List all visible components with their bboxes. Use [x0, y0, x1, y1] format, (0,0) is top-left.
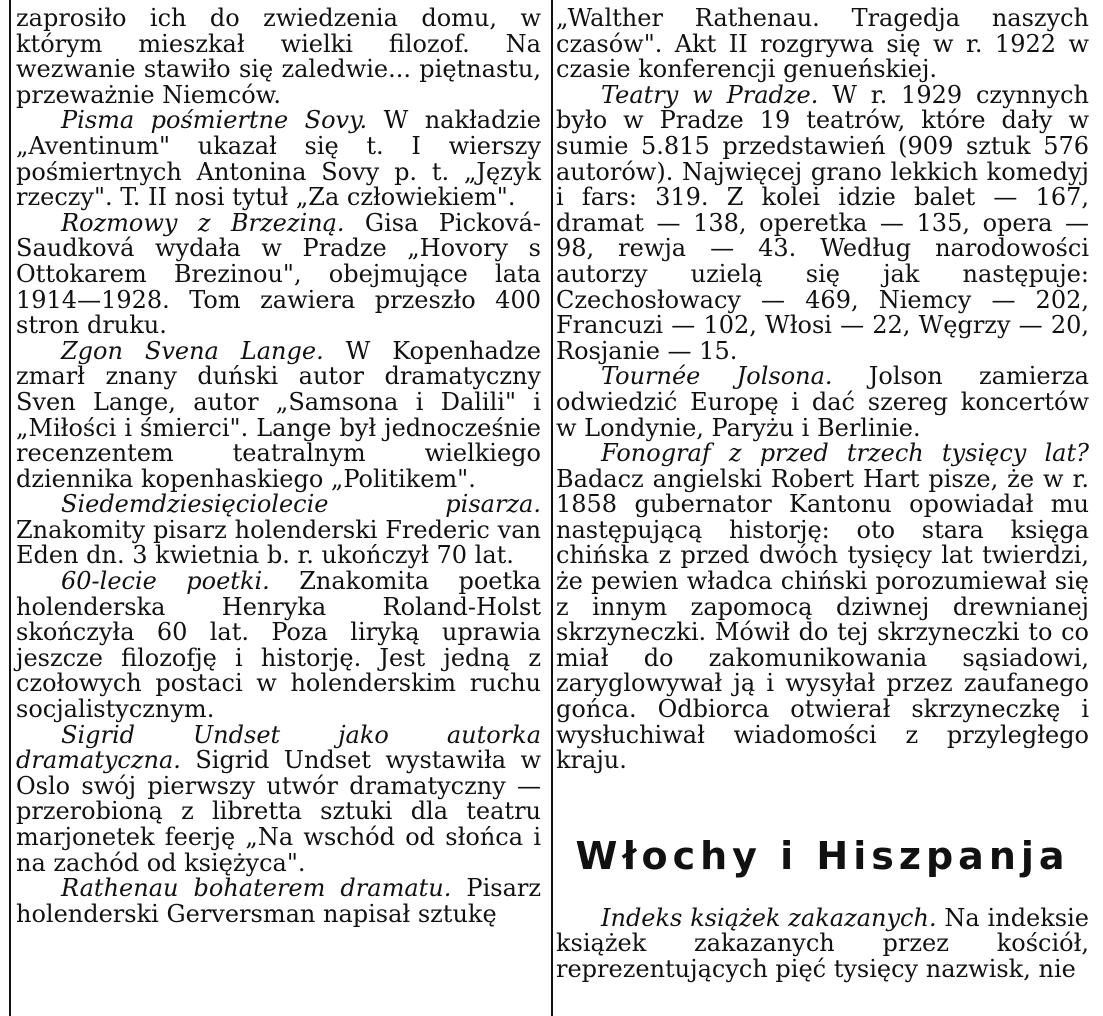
left-column: [16, 6, 541, 927]
news-item-lange: [16, 336, 541, 493]
news-item-text: Badacz angielski Robert Hart pisze, że w r. 1858 gubernator Kantonu opowiadał mu następującą historję: oto stara księga chińska z przed dwóch tysięcy lat twierdzi, że pewien władca chiński porozumiewał się z innym zapomocą dziwnej drewnianej skrzyneczki. Mówił do tej skrzyneczki to co miał do zakomunikowania sąsiadowi, zaryglowywał ją i wysyłał przez zaufanego gońca. Odbiorca otwierał skrzyneczkę i wysłuchiwał wiadomości z przyległego kraju.: [556, 464, 1089, 775]
news-item-phonograph: [556, 441, 1089, 774]
news-item-rathenau: [16, 876, 541, 927]
paragraph-text: „Walther Rathenau. Tragedja naszych czasów". Akt II rozgrywa się w r. 1922 w czasie konferencji genueńskiej.: [556, 4, 1089, 84]
news-item-title: Teatry w Pradze.: [601, 80, 819, 109]
news-item-text: W r. 1929 czynnych było w Pradze 19 teatrów, które dały w sumie 5.815 przedstawień (909 sztuk 576 autorów). Najwięcej grano lekkich komedyj i fars: 319. Z kolei idzie balet — 167, dramat — 138, operetka — 135, opera — 98, rewja — 43. Według narodowości autorzy uzielą się jak następuje: Czechosłowacy — 469, Niemcy — 202, Francuzi — 102, Włosi — 22, Węgrzy — 20, Rosjanie — 15.: [556, 80, 1089, 365]
news-item-jolson: [556, 364, 1089, 441]
news-item-van-eden: [16, 492, 541, 569]
left-margin-rule: [9, 0, 11, 1016]
news-item-prague-theatres: [556, 80, 1089, 365]
news-item-text: W Kopenhadze zmarł znany duński autor dramatyczny Sven Lange, autor „Samsona i Dalili" i „Miłości i śmierci". Lange był jednocześnie recenzentem teatralnym wielkiego dziennika kopenhaskiego „Politikem".: [16, 336, 541, 493]
news-item-text: Sigrid Undset wystawiła w Oslo swój pierwszy utwór dramatyczny — przerobioną z libretta sztuki dla teatru marjonetek feerję „Na wschód od słońca i na zachód od księżyca".: [16, 746, 541, 877]
news-item-sova: [16, 108, 541, 210]
news-item-text: Gisa Picková-Saudková wydała w Pradze „Hovory s Ottokarem Brezinou", obejmujące lata 1914—1928. Tom zawiera przeszło 400 stron druku.: [16, 208, 542, 340]
news-item-title: Indeks książek zakazanych.: [601, 903, 937, 932]
news-item-title: Rathenau bohaterem dramatu.: [61, 874, 452, 903]
paragraph-continuation: [16, 6, 541, 108]
news-item-text: Pisarz holenderski Gerversman napisał sztukę: [16, 874, 541, 928]
news-item-title: Fonograf z przed trzech tysięcy lat?: [601, 439, 1089, 468]
right-column: [556, 6, 1089, 983]
news-item-brzezina: [16, 208, 542, 340]
news-item-title: Tournée Jolsona.: [601, 362, 833, 391]
news-item-text: Znakomity pisarz holenderski Frederic van Eden dn. 3 kwietnia b. r. ukończył 70 lat.: [16, 515, 541, 570]
news-item-title: Rozmowy z Brzeziną.: [61, 208, 345, 237]
news-item-index: [556, 903, 1089, 983]
column-divider-rule: [551, 0, 553, 1016]
news-item-title: Zgon Svena Lange.: [61, 336, 324, 365]
news-item-title: Siedemdziesięciolecie pisarza.: [61, 490, 541, 519]
news-item-title: Pisma pośmiertne Sovy.: [61, 106, 368, 135]
news-item-undset: [16, 720, 541, 877]
news-item-text: Na indeksie książek zakazanych przez kościół, reprezentujących pięć tysięcy nazwisk, nie: [556, 903, 1089, 983]
news-item-title: Sigrid Undset jako autorka dramatyczna.: [16, 720, 541, 775]
paragraph-continuation: [556, 6, 1089, 83]
paragraph-text: zaprosiło ich do zwiedzenia domu, w którym mieszkał wielki filozof. Na wezwanie stawiło się zaledwie... piętnastu, przeważnie Niemców.: [16, 4, 541, 109]
news-item-text: Jolson zamierza odwiedzić Europę i dać szereg koncertów w Londynie, Paryżu i Berlinie.: [556, 362, 1089, 442]
news-item-text: Znakomita poetka holenderska Henryka Roland-Holst skończyła 60 lat. Poza liryką uprawia jeszcze filozofję i historję. Jest jedną z czołowych postaci w holenderskim ruchu socjalistycznym.: [16, 567, 542, 724]
news-item-title: 60-lecie poetki.: [61, 567, 270, 596]
news-item-roland-holst: [16, 569, 541, 723]
news-item-text: W nakładzie „Aventinum" ukazał się t. I wierszy pośmiertnych Antonina Sovy p. t. „Język rzeczy". T. II nosi tytuł „Za człowiekiem".: [16, 106, 541, 212]
section-heading: Włochy i Hiszpanja: [575, 833, 1070, 878]
